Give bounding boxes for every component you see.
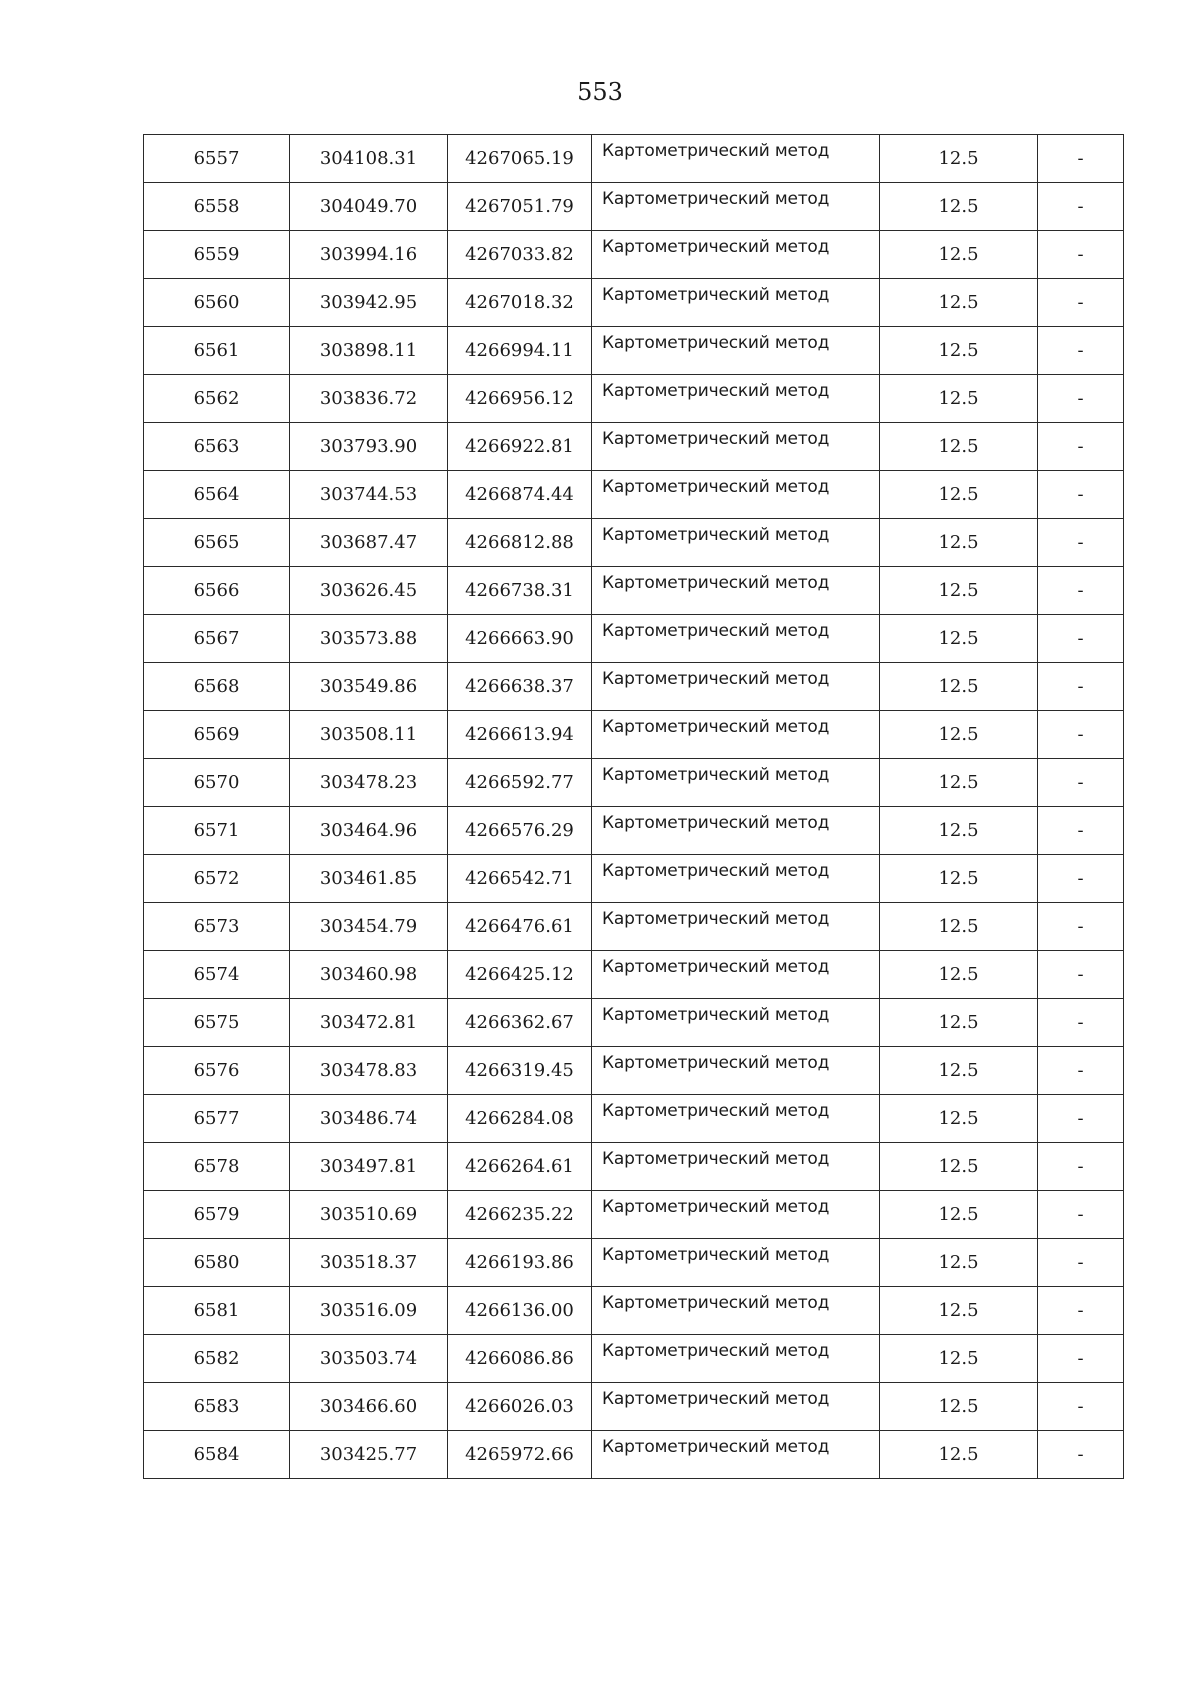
cell-point-number: 6579 [144,1191,290,1239]
table-row [144,759,1124,807]
cell-method: Картометрический метод [592,1431,880,1479]
table-row [144,615,1124,663]
cell-note: - [1038,471,1124,519]
cell-method: Картометрический метод [592,663,880,711]
table-row [144,807,1124,855]
cell-point-number: 6568 [144,663,290,711]
cell-accuracy: 12.5 [880,663,1038,711]
cell-x-coordinate: 303549.86 [290,663,448,711]
cell-point-number: 6563 [144,423,290,471]
table-row [144,711,1124,759]
cell-note: - [1038,567,1124,615]
cell-point-number: 6562 [144,375,290,423]
cell-accuracy: 12.5 [880,1239,1038,1287]
cell-accuracy: 12.5 [880,1335,1038,1383]
table-row [144,855,1124,903]
cell-method: Картометрический метод [592,711,880,759]
cell-method: Картометрический метод [592,1383,880,1431]
cell-x-coordinate: 303503.74 [290,1335,448,1383]
cell-note: - [1038,327,1124,375]
cell-x-coordinate: 303461.85 [290,855,448,903]
cell-x-coordinate: 303472.81 [290,999,448,1047]
cell-accuracy: 12.5 [880,999,1038,1047]
cell-note: - [1038,183,1124,231]
cell-note: - [1038,759,1124,807]
table-row [144,1287,1124,1335]
cell-method: Картометрический метод [592,1287,880,1335]
cell-note: - [1038,1335,1124,1383]
cell-y-coordinate: 4266613.94 [448,711,592,759]
cell-note: - [1038,903,1124,951]
cell-y-coordinate: 4265972.66 [448,1431,592,1479]
cell-method: Картометрический метод [592,951,880,999]
cell-accuracy: 12.5 [880,231,1038,279]
cell-y-coordinate: 4266922.81 [448,423,592,471]
cell-point-number: 6565 [144,519,290,567]
cell-method: Картометрический метод [592,567,880,615]
cell-y-coordinate: 4266874.44 [448,471,592,519]
cell-method: Картометрический метод [592,1239,880,1287]
cell-note: - [1038,135,1124,183]
cell-note: - [1038,1287,1124,1335]
table-row [144,327,1124,375]
table-row [144,1431,1124,1479]
cell-x-coordinate: 303454.79 [290,903,448,951]
cell-accuracy: 12.5 [880,855,1038,903]
cell-x-coordinate: 303687.47 [290,519,448,567]
cell-y-coordinate: 4266542.71 [448,855,592,903]
cell-accuracy: 12.5 [880,951,1038,999]
table-row [144,1191,1124,1239]
cell-point-number: 6571 [144,807,290,855]
table-row [144,999,1124,1047]
cell-method: Картометрический метод [592,1095,880,1143]
cell-x-coordinate: 303744.53 [290,471,448,519]
cell-y-coordinate: 4267051.79 [448,183,592,231]
cell-method: Картометрический метод [592,327,880,375]
cell-x-coordinate: 303478.83 [290,1047,448,1095]
cell-point-number: 6583 [144,1383,290,1431]
cell-note: - [1038,663,1124,711]
cell-note: - [1038,855,1124,903]
cell-accuracy: 12.5 [880,711,1038,759]
cell-accuracy: 12.5 [880,471,1038,519]
cell-y-coordinate: 4266638.37 [448,663,592,711]
cell-method: Картометрический метод [592,375,880,423]
table-row [144,1239,1124,1287]
cell-accuracy: 12.5 [880,1143,1038,1191]
cell-accuracy: 12.5 [880,1191,1038,1239]
cell-x-coordinate: 303994.16 [290,231,448,279]
cell-note: - [1038,519,1124,567]
cell-method: Картометрический метод [592,759,880,807]
cell-y-coordinate: 4266425.12 [448,951,592,999]
cell-y-coordinate: 4267065.19 [448,135,592,183]
cell-x-coordinate: 303466.60 [290,1383,448,1431]
cell-x-coordinate: 303898.11 [290,327,448,375]
cell-accuracy: 12.5 [880,1047,1038,1095]
cell-point-number: 6578 [144,1143,290,1191]
cell-method: Картометрический метод [592,183,880,231]
cell-accuracy: 12.5 [880,135,1038,183]
table-row [144,1335,1124,1383]
cell-note: - [1038,1431,1124,1479]
cell-point-number: 6559 [144,231,290,279]
cell-point-number: 6558 [144,183,290,231]
cell-method: Картометрический метод [592,999,880,1047]
cell-point-number: 6581 [144,1287,290,1335]
cell-point-number: 6569 [144,711,290,759]
cell-y-coordinate: 4266319.45 [448,1047,592,1095]
cell-point-number: 6564 [144,471,290,519]
table-row [144,663,1124,711]
cell-method: Картометрический метод [592,471,880,519]
cell-note: - [1038,951,1124,999]
cell-y-coordinate: 4267018.32 [448,279,592,327]
table-row [144,1383,1124,1431]
table-row [144,1095,1124,1143]
table-row [144,1047,1124,1095]
cell-method: Картометрический метод [592,1335,880,1383]
table-row [144,375,1124,423]
cell-note: - [1038,1239,1124,1287]
cell-y-coordinate: 4266264.61 [448,1143,592,1191]
cell-note: - [1038,375,1124,423]
cell-y-coordinate: 4266738.31 [448,567,592,615]
cell-point-number: 6576 [144,1047,290,1095]
cell-point-number: 6580 [144,1239,290,1287]
cell-point-number: 6566 [144,567,290,615]
cell-x-coordinate: 304049.70 [290,183,448,231]
cell-y-coordinate: 4266576.29 [448,807,592,855]
cell-x-coordinate: 303464.96 [290,807,448,855]
cell-x-coordinate: 303508.11 [290,711,448,759]
cell-note: - [1038,423,1124,471]
cell-point-number: 6584 [144,1431,290,1479]
cell-accuracy: 12.5 [880,1431,1038,1479]
cell-point-number: 6560 [144,279,290,327]
cell-point-number: 6557 [144,135,290,183]
cell-method: Картометрический метод [592,615,880,663]
cell-method: Картометрический метод [592,855,880,903]
cell-x-coordinate: 303510.69 [290,1191,448,1239]
table-row [144,903,1124,951]
cell-y-coordinate: 4266956.12 [448,375,592,423]
cell-note: - [1038,615,1124,663]
cell-method: Картометрический метод [592,1143,880,1191]
cell-x-coordinate: 303573.88 [290,615,448,663]
cell-accuracy: 12.5 [880,423,1038,471]
cell-x-coordinate: 303518.37 [290,1239,448,1287]
table-row [144,519,1124,567]
table-row [144,231,1124,279]
table-row [144,183,1124,231]
cell-accuracy: 12.5 [880,279,1038,327]
cell-point-number: 6573 [144,903,290,951]
cell-note: - [1038,999,1124,1047]
table-row [144,951,1124,999]
cell-note: - [1038,1047,1124,1095]
table-row [144,423,1124,471]
cell-accuracy: 12.5 [880,615,1038,663]
cell-point-number: 6561 [144,327,290,375]
cell-method: Картометрический метод [592,1191,880,1239]
cell-y-coordinate: 4266136.00 [448,1287,592,1335]
coordinates-table [143,134,1124,1479]
cell-point-number: 6574 [144,951,290,999]
cell-note: - [1038,807,1124,855]
cell-x-coordinate: 303836.72 [290,375,448,423]
cell-x-coordinate: 304108.31 [290,135,448,183]
cell-method: Картометрический метод [592,519,880,567]
cell-note: - [1038,1095,1124,1143]
cell-y-coordinate: 4266235.22 [448,1191,592,1239]
cell-x-coordinate: 303460.98 [290,951,448,999]
cell-method: Картометрический метод [592,903,880,951]
cell-x-coordinate: 303942.95 [290,279,448,327]
cell-y-coordinate: 4266284.08 [448,1095,592,1143]
cell-y-coordinate: 4266592.77 [448,759,592,807]
cell-accuracy: 12.5 [880,1383,1038,1431]
cell-point-number: 6570 [144,759,290,807]
cell-note: - [1038,231,1124,279]
cell-x-coordinate: 303497.81 [290,1143,448,1191]
cell-x-coordinate: 303425.77 [290,1431,448,1479]
cell-y-coordinate: 4266812.88 [448,519,592,567]
cell-note: - [1038,1383,1124,1431]
cell-method: Картометрический метод [592,279,880,327]
cell-x-coordinate: 303626.45 [290,567,448,615]
cell-point-number: 6572 [144,855,290,903]
cell-y-coordinate: 4266362.67 [448,999,592,1047]
cell-method: Картометрический метод [592,1047,880,1095]
page-number: 553 [577,78,623,106]
cell-y-coordinate: 4266476.61 [448,903,592,951]
cell-x-coordinate: 303793.90 [290,423,448,471]
cell-accuracy: 12.5 [880,1095,1038,1143]
cell-x-coordinate: 303486.74 [290,1095,448,1143]
coordinates-table-body [144,135,1124,1479]
cell-note: - [1038,711,1124,759]
cell-accuracy: 12.5 [880,1287,1038,1335]
cell-y-coordinate: 4266193.86 [448,1239,592,1287]
table-row [144,135,1124,183]
cell-method: Картометрический метод [592,423,880,471]
cell-accuracy: 12.5 [880,903,1038,951]
cell-accuracy: 12.5 [880,807,1038,855]
cell-accuracy: 12.5 [880,327,1038,375]
cell-method: Картометрический метод [592,231,880,279]
cell-x-coordinate: 303478.23 [290,759,448,807]
cell-y-coordinate: 4266086.86 [448,1335,592,1383]
cell-point-number: 6577 [144,1095,290,1143]
cell-point-number: 6567 [144,615,290,663]
cell-x-coordinate: 303516.09 [290,1287,448,1335]
cell-y-coordinate: 4266663.90 [448,615,592,663]
table-row [144,1143,1124,1191]
cell-accuracy: 12.5 [880,567,1038,615]
cell-method: Картометрический метод [592,135,880,183]
cell-accuracy: 12.5 [880,759,1038,807]
cell-note: - [1038,1191,1124,1239]
cell-y-coordinate: 4266026.03 [448,1383,592,1431]
cell-accuracy: 12.5 [880,183,1038,231]
cell-method: Картометрический метод [592,807,880,855]
cell-accuracy: 12.5 [880,519,1038,567]
table-row [144,471,1124,519]
cell-accuracy: 12.5 [880,375,1038,423]
table-row [144,279,1124,327]
table-row [144,567,1124,615]
cell-point-number: 6582 [144,1335,290,1383]
cell-y-coordinate: 4266994.11 [448,327,592,375]
cell-point-number: 6575 [144,999,290,1047]
cell-note: - [1038,1143,1124,1191]
cell-y-coordinate: 4267033.82 [448,231,592,279]
cell-note: - [1038,279,1124,327]
